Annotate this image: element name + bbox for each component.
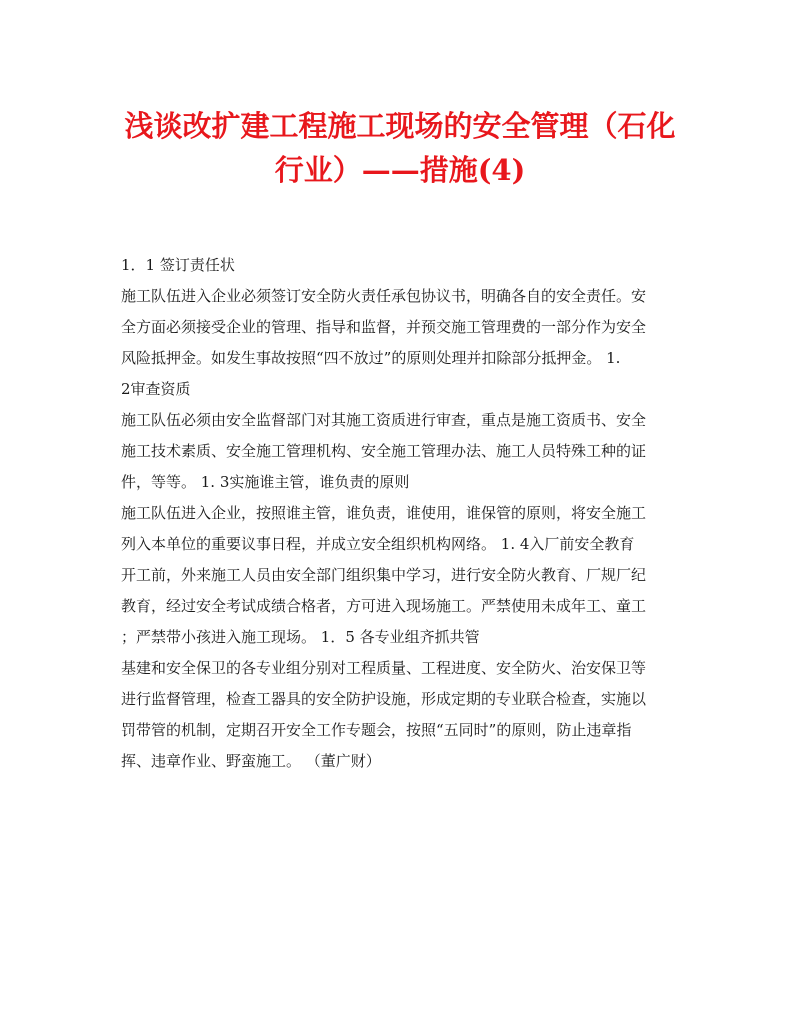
body-text-line: 全方面必须接受企业的管理、指导和监督，并预交施工管理费的一部分作为安全 xyxy=(121,318,647,336)
body-text-line: 施工队伍进入企业必须签订安全防火责任承包协议书，明确各自的安全责任。安 xyxy=(121,287,647,305)
body-text-line: 罚带管的机制，定期召开安全工作专题会，按照“五同时”的原则，防止违章指 xyxy=(121,721,632,739)
body-text-line: 列入本单位的重要议事日程，并成立安全组织机构网络。 1. 4入厂前安全教育 xyxy=(121,535,635,553)
body-text-line: 施工技术素质、安全施工管理机构、安全施工管理办法、施工人员特殊工种的证 xyxy=(121,442,647,460)
section-heading: 2审查资质 xyxy=(121,380,191,398)
title-line: 浅谈改扩建工程施工现场的安全管理（石化 xyxy=(124,109,676,143)
document-body xyxy=(121,250,683,777)
body-text-line: 件，等等。 1. 3实施谁主管，谁负责的原则 xyxy=(121,473,410,491)
body-text-line: 进行监督管理，检查工器具的安全防护设施，形成定期的专业联合检查，实施以 xyxy=(121,690,647,708)
section-heading: 1．1 签订责任状 xyxy=(121,256,235,274)
document-title xyxy=(110,104,690,192)
body-text-line: 挥、违章作业、野蛮施工。 （董广财） xyxy=(121,752,381,770)
body-text-line: 施工队伍必须由安全监督部门对其施工资质进行审查，重点是施工资质书、安全 xyxy=(121,411,647,429)
body-text-line: 基建和安全保卫的各专业组分别对工程质量、工程进度、安全防火、治安保卫等 xyxy=(121,659,647,677)
body-text-line: 施工队伍进入企业，按照谁主管，谁负责，谁使用，谁保管的原则，将安全施工 xyxy=(121,504,647,522)
title-line: 行业）——措施(4) xyxy=(274,153,526,187)
body-text-line: ；严禁带小孩进入施工现场。 1．5 各专业组齐抓共管 xyxy=(121,628,480,646)
body-text-line: 风险抵押金。如发生事故按照“四不放过”的原则处理并扣除部分抵押金。 1. xyxy=(121,349,621,367)
body-text-line: 教育，经过安全考试成绩合格者，方可进入现场施工。严禁使用未成年工、童工 xyxy=(121,597,647,615)
body-text-line: 开工前，外来施工人员由安全部门组织集中学习，进行安全防火教育、厂规厂纪 xyxy=(121,566,647,584)
